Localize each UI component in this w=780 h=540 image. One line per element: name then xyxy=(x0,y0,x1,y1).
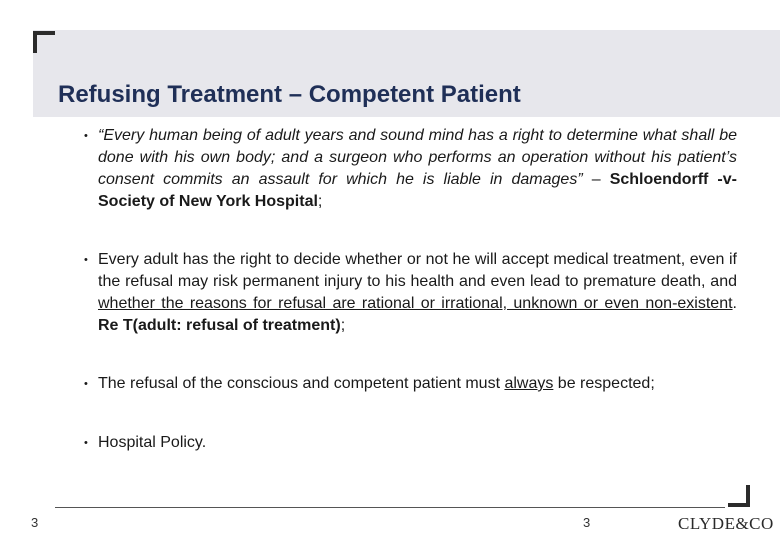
bullet-marker: • xyxy=(84,378,88,390)
bullet-item-2 xyxy=(84,249,737,337)
bullet-marker: • xyxy=(84,254,88,266)
page-number-left: 3 xyxy=(31,515,39,530)
bullet-dot: . xyxy=(732,295,737,312)
page-number-center: 3 xyxy=(583,515,591,530)
bullet-text xyxy=(98,249,737,337)
footer-divider xyxy=(55,507,725,508)
bullet-end: ; xyxy=(317,193,323,210)
bullet-item-4 xyxy=(84,432,737,454)
corner-mark-bottom-right-vertical xyxy=(746,485,750,507)
bullet-text xyxy=(98,373,737,395)
company-logo: CLYDE&CO xyxy=(678,514,774,533)
bullet-item-1 xyxy=(84,125,737,213)
bullet-marker: • xyxy=(84,130,88,142)
bullet-text-part: be respected; xyxy=(553,375,655,392)
bullet-text-part: Hospital Policy. xyxy=(98,434,207,451)
bullet-end: ; xyxy=(340,317,346,334)
case-citation: Schloendorff -v- Society of New York Hospital xyxy=(98,171,737,210)
underlined-text: always xyxy=(504,375,554,392)
bullet-quote: “Every human being of adult years and sound mind has a right to determine what shall be done with his own body; and a surgeon who performs an operation without his patient’s consent commits an assault for which he is liable in damages” xyxy=(98,127,737,188)
bullet-text xyxy=(98,125,737,213)
slide-title: Refusing Treatment – Competent Patient xyxy=(58,81,521,108)
bullet-text xyxy=(98,432,737,454)
bullet-text-part: Every adult has the right to decide whether or not he will accept medical treatment, even if the refusal may risk permanent injury to his health and even lead to premature death, and xyxy=(98,251,737,290)
corner-mark-top-left-vertical xyxy=(33,31,37,53)
case-citation: Re T(adult: refusal of treatment) xyxy=(98,317,341,334)
bullet-text-part: The refusal of the conscious and competent patient must xyxy=(98,375,505,392)
bullet-separator: – xyxy=(582,171,610,188)
bullet-item-3 xyxy=(84,373,737,395)
bullet-marker: • xyxy=(84,437,88,449)
underlined-text: whether the reasons for refusal are rational or irrational, unknown or even non-existent xyxy=(98,295,733,312)
